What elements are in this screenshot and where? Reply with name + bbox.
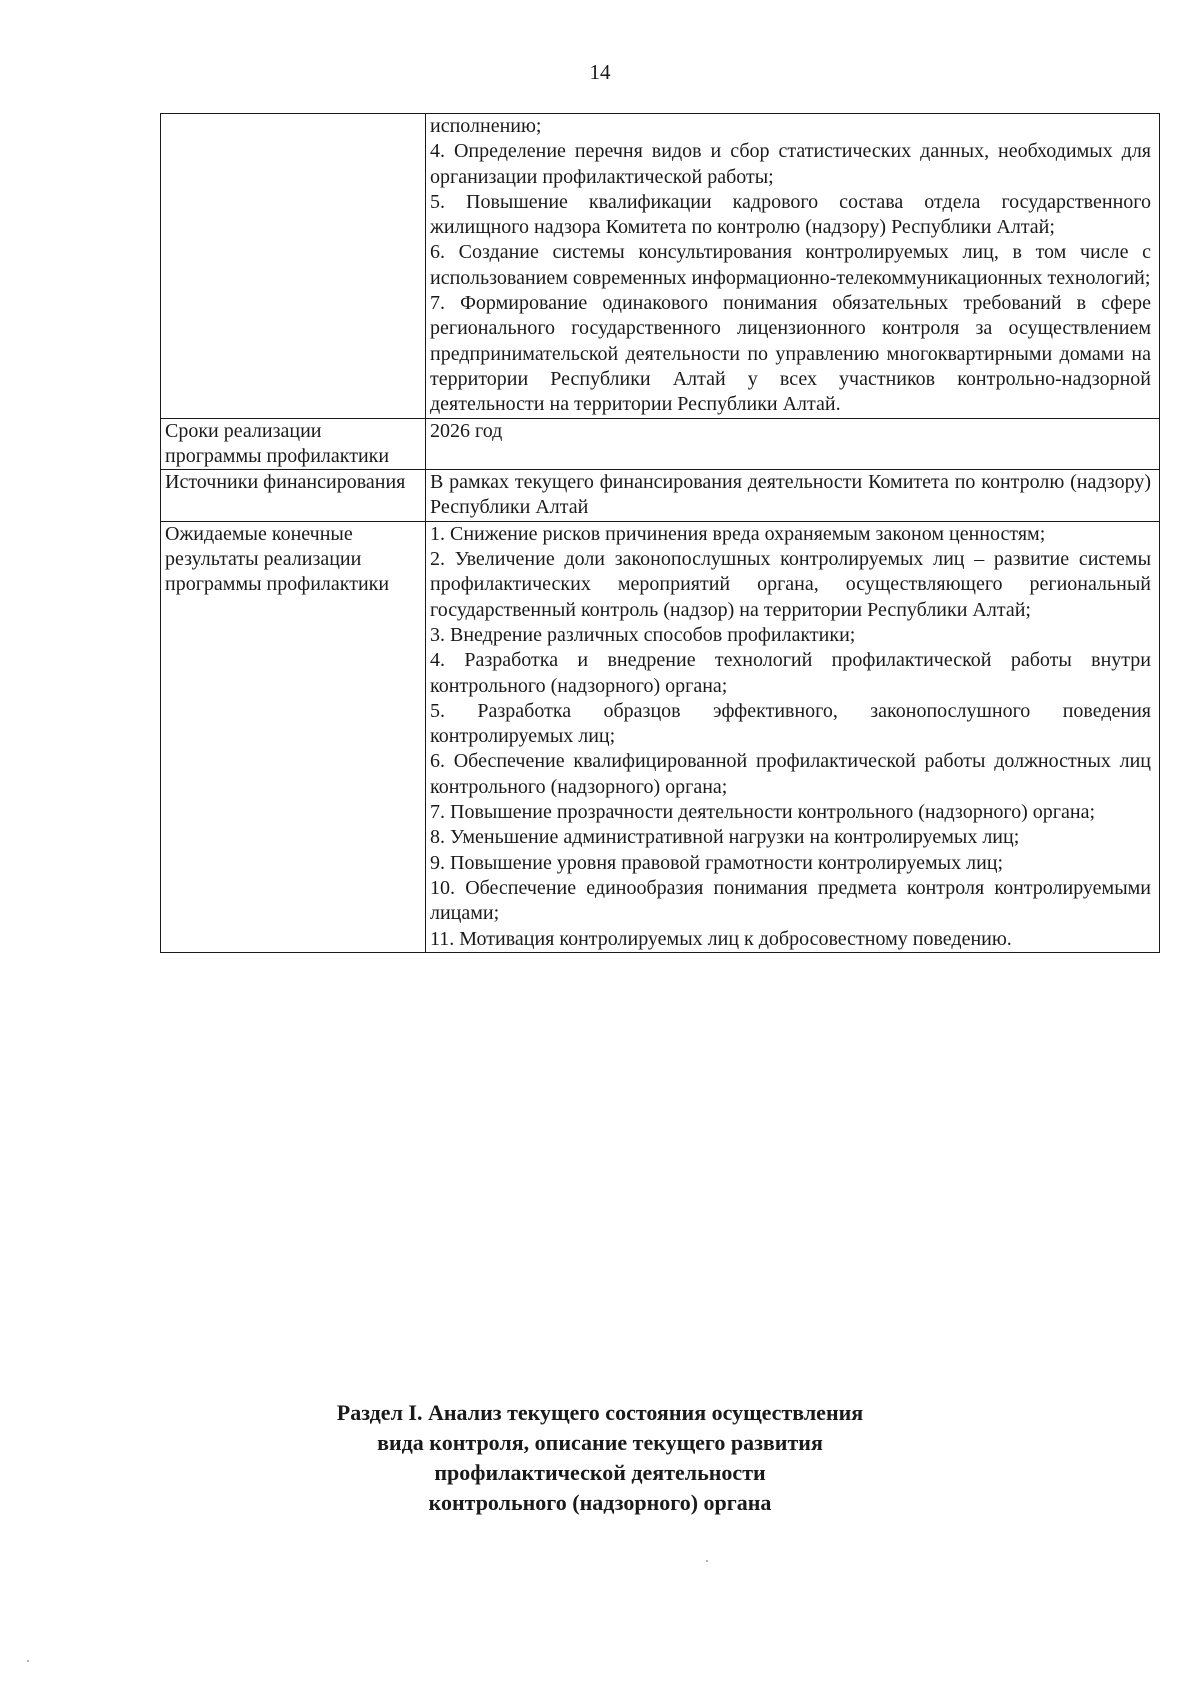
scan-speck (706, 1560, 708, 1562)
table-row-results (161, 521, 1160, 952)
financing-label: Источники финансирования (161, 470, 426, 522)
scan-speck (27, 1660, 29, 1662)
result-item: 11. Мотивация контролируемых лиц к добросовестному поведению. (430, 927, 1012, 950)
results-label: Ожидаемые конечные результаты реализации программы профилактики (161, 521, 426, 952)
section-heading-line: профилактической деятельности (434, 1460, 766, 1485)
goals-item: 5. Повышение квалификации кадрового состава отдела государственного жилищного надзора Комитета по контролю (надзору) Республики Алтай; (430, 190, 1151, 239)
goals-item: исполнению; (430, 115, 542, 137)
results-value-cell (426, 521, 1160, 952)
result-item: 6. Обеспечение квалифицированной профилактической работы должностных лиц контрольного (надзорного) органа; (430, 750, 1151, 798)
section-heading-line: контрольного (надзорного) органа (428, 1490, 772, 1515)
goals-item: 4. Определение перечня видов и сбор статистических данных, необходимых для организации профилактической работы; (430, 140, 1151, 188)
table-row-financing (161, 470, 1160, 522)
section-heading-line: Раздел I. Анализ текущего состояния осуществления (336, 1400, 864, 1425)
result-item: 9. Повышение уровня правовой грамотности контролируемых лиц; (430, 851, 1004, 874)
program-passport-table (160, 113, 1160, 953)
result-item: 3. Внедрение различных способов профилактики; (430, 623, 856, 646)
goals-item: 7. Формирование одинакового понимания обязательных требований в сфере регионального государственного лицензионного контроля за осуществлением предпринимательской деятельности по управлению многоквартирными домами на территории Республики Алтай у всех участников контрольно-надзорной деятельности на территории Республики Алтай. (430, 292, 1151, 416)
goals-label-cell (161, 114, 426, 419)
goals-value-cell (426, 114, 1160, 419)
section-heading (200, 1398, 1000, 1518)
terms-label: Сроки реализации программы профилактики (161, 418, 426, 470)
result-item: 8. Уменьшение административной нагрузки на контролируемых лиц; (430, 826, 1020, 849)
result-item: 4. Разработка и внедрение технологий профилактической работы внутри контрольного (надзорного) органа; (430, 649, 1151, 697)
page-number: 14 (589, 60, 611, 84)
result-item: 2. Увеличение доли законопослушных контролируемых лиц – развитие системы профилактических мероприятий органа, осуществляющего региональный государственный контроль (надзор) на территории Республики Алтай; (430, 548, 1151, 621)
table-row-goals-continuation (161, 114, 1160, 419)
result-item: 5. Разработка образцов эффективного, законопослушного поведения контролируемых лиц; (430, 699, 1151, 748)
section-heading-line: вида контроля, описание текущего развития (377, 1430, 823, 1455)
table-row-terms (161, 418, 1160, 470)
result-item: 7. Повышение прозрачности деятельности контрольного (надзорного) органа; (430, 801, 1095, 824)
result-item: 10. Обеспечение единообразия понимания предмета контроля контролируемыми лицами; (430, 876, 1151, 925)
terms-value: 2026 год (426, 418, 1160, 470)
financing-value: В рамках текущего финансирования деятельности Комитета по контролю (надзору) Республики Алтай (426, 470, 1160, 522)
result-item: 1. Снижение рисков причинения вреда охраняемым законом ценностям; (430, 522, 1046, 545)
goals-item: 6. Создание системы консультирования контролируемых лиц, в том числе с использованием современных информационно-телекоммуникационных технологий; (430, 241, 1151, 289)
